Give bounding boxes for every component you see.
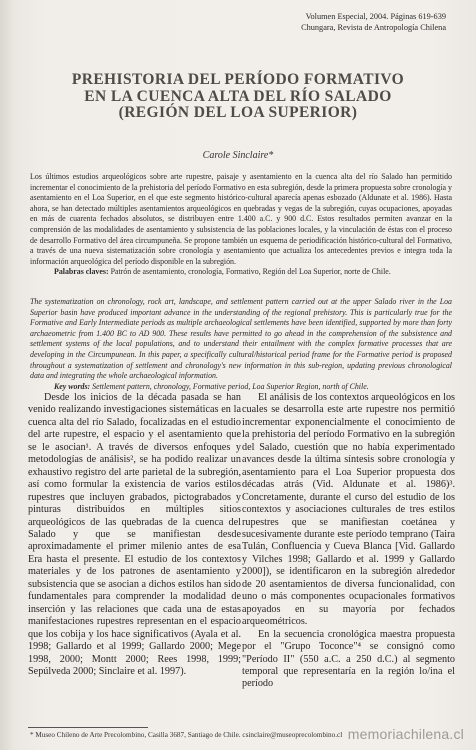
journal-volume-line: Volumen Especial, 2004. Páginas 619-639 (305, 12, 446, 21)
title-line-3: (REGIÓN DEL LOA SUPERIOR) (118, 104, 358, 121)
journal-header (301, 12, 446, 33)
body-paragraph: En la secuencia cronológica maestra propuesta por el "Grupo Toconce"⁴ se consignó como "Período II" (550 a.C. a 250 d.C.) al segmento temporal que representaría en la región lo/ina el período (242, 628, 455, 690)
journal-name-line: Chungara, Revista de Antropología Chilena (301, 22, 446, 32)
author-name: Carole Sinclaire* (202, 150, 274, 161)
keywords-spanish-label: Palabras claves: (54, 267, 109, 277)
abstract-english-text: The systematization on chronology, rock art, landscape, and settlement pattern carried out at the upper Salado river in the Loa Superior basin have produced important advance in the understanding of the regional prehistory. This is particularly true for the Formative and Early Intermediate periods as multiple archaeological settlements have been identified, supported by more than forty archaeometric from 1.400 BC to AD 900. These results have permitted to go ahead in the comprehension of the subsistence and settlement systems of the local populations, and to understand their entailment with the complex formative processes that are developing in the Circumpunean. In this paper, a specifically cultural/historical period frame for the Formative period is proposed throughout a systematization of settlement and chronology's new information in this sub-region, updating previous chronological data and integrating the whole archaeological information. (30, 297, 452, 381)
keywords-english-text: Settlement pattern, chronology, Formative period, Loa Superior Region, north of Chile. (92, 381, 369, 391)
abstract-spanish (30, 172, 452, 278)
abstract-english (30, 297, 452, 392)
footnote-rule (28, 727, 148, 728)
body-column-left (28, 392, 241, 678)
footnote: * Museo Chileno de Arte Precolombino, Casilla 3687, Santiago de Chile. csinclaire@museoprecolombino.cl (30, 731, 343, 739)
keywords-spanish-text: Patrón de asentamiento, cronología, Formativo, Región del Loa Superior, norte de Chile. (110, 267, 391, 277)
title-line-1: PREHISTORIA DEL PERÍODO FORMATIVO (71, 71, 405, 88)
title-line-2: EN LA CUENCA ALTA DEL RÍO SALADO (84, 87, 392, 105)
article-title (0, 72, 476, 122)
watermark-logo[interactable]: memoriachilena.cl (347, 726, 464, 742)
body-paragraph: El análisis de los contextos arqueológicos en los cuales se desarrolla este arte rupestre nos permitió incrementar exponencialmente el conocimiento de la prehistoria del período Formativo en la subregión del Salado, cuestión que no había experimentado avances desde la última síntesis sobre cronología y asentamiento para el Loa Superior propuesta dos décadas atrás (Vid. Aldunate et al. 1986)³. Concretamente, durante el curso del estudio de los contextos y asociaciones culturales de tres estilos rupestres que se manifiestan coetánea y sucesivamente durante este período temprano (Taira Tulán, Confluencia y Cueva Blanca [Vid. Gallardo y Vilches 1998; Gallardo et al. 1999 y Gallardo 2000]), se identificaron en la subregión alrededor de 20 asentamientos de diversa funcionalidad, con uno o más componentes ocupacionales formativos apoyados en su mayoría por fechados arqueométricos. (242, 392, 455, 628)
keywords-english-label: Key words: (54, 381, 91, 391)
keywords-spanish (30, 267, 452, 278)
body-paragraph: Desde los inicios de la década pasada se han venido realizando investigaciones sistemáticas en la cuenca alta del río Salado, focalizadas en el estudio del arte rupestre, el espacio y el asentamiento que se le asocian¹. A través de diversos enfoques y metodologías de análisis², se ha podido realizar un exhaustivo registro del arte parietal de la subregión, así como formular la existencia de varios estilos rupestres que incluyen grabados, pictograbados y pinturas distribuidos en múltiples sitios arqueológicos de las quebradas de la cuenca del Salado y que se manifiestan desde aproximadamente el primer milenio antes de esa Era hasta el presente. El estudio de los contextos materiales y de los patrones de asentamiento y subsistencia que se asocian a dichos estilos han sido fundamentales para comprender la modalidad de inserción y las relaciones que cada una de estas manifestaciones rupestres representan en el espacio que los cobija y los hace significativos (Ayala et al. 1998; Gallardo et al 1999; Gallardo 2000; Mege 1998, 2000; Montt 2000; Rees 1998, 1999; Sepúlveda 2000; Sinclaire et al. 1997). (28, 392, 241, 677)
keywords-english (30, 382, 452, 393)
body-column-right (242, 392, 455, 691)
abstract-spanish-text: Los últimos estudios arqueológicos sobre arte rupestre, paisaje y asentamiento en la cuenca alta del río Salado han permitido incrementar el conocimiento de la prehistoria del período Formativo en esta subregión, desde la primera propuesta sobre cronología y asentamiento en el Loa Superior, en el que este segmento histórico-cultural aparecía apenas esbozado (Aldunate et al. 1986). Hasta ahora, se han detectado múltiples asentamientos arqueológicos en quebradas y vegas de la subregión, cuyas ocupaciones, apoyadas en más de cuarenta fechados absolutos, se distribuyen entre 1.400 a.C. y 900 d.C. Estos resultados permiten avanzar en la comprensión de las modalidades de asentamiento y subsistencia de las poblaciones locales, y la vinculación de éstas con el proceso de desarrollo Formativo del área circumpuneña. Se propone también un esquema de periodificación histórico-cultural del Formativo, a través de una nueva sistematización sobre cronología y asentamiento que actualiza los antecedentes previos e integra toda la información arqueológica del período disponible en la subregión. (30, 172, 452, 266)
